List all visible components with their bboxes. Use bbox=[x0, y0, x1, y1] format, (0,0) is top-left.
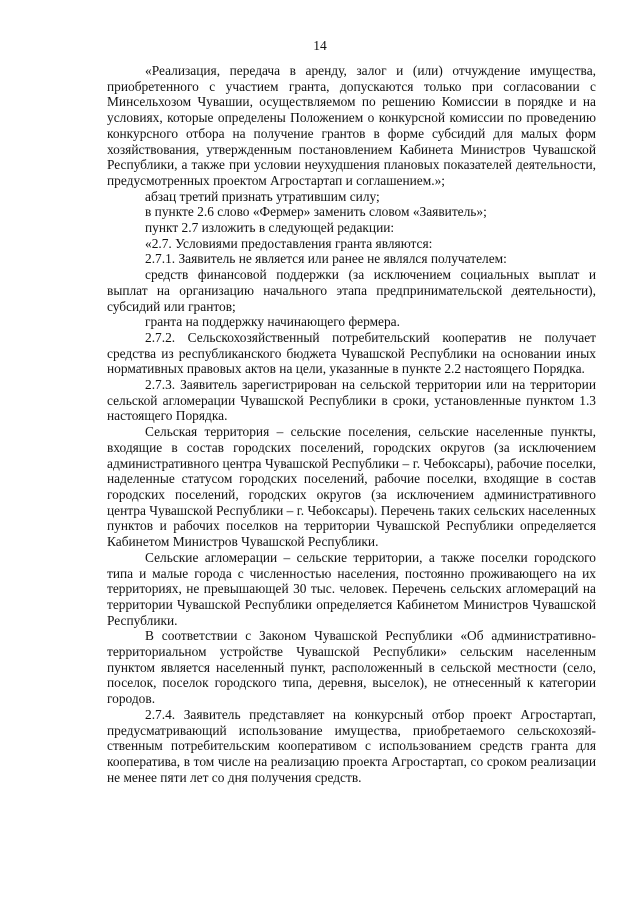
paragraph-2-7-4: 2.7.4. Заявитель представляет на конкурсный отбор проект Агростартап, предусматривающий использование имущества, приобретаемого сельскохозяйственным потребительским кооперативом с использованием средств гранта для кооператива, в том числе на реализацию проекта Агростартап, со сроком реализации не менее пяти лет со дня получения средств. bbox=[107, 706, 596, 785]
paragraph-clause-2-7-intro: пункт 2.7 изложить в следующей редакции: bbox=[145, 220, 395, 236]
paragraph-2-7-heading: «2.7. Условиями предоставления гранта являются: bbox=[145, 235, 433, 251]
paragraph-abzac-three: абзац третий признать утратившим силу; bbox=[145, 188, 380, 204]
paragraph-2-7-2: 2.7.2. Сельскохозяйственный потребительский кооператив не получает средства из республиканского бюджета Чувашской Республики на основании иных нормативных правовых актов на цели, указанные в пункте 2.2 настоящего Порядка. bbox=[107, 329, 596, 377]
paragraph-property-disposal: «Реализация, передача в аренду, залог и (или) отчуждение имущества, приобретенного с участием гранта, допускаются только при согласовании с Минсельхозом Чувашии, осуществляемом по решению Комиссии в порядке и на условиях, которые определены Положением о конкурсной комиссии по проведению конкурсного отбора на получение грантов в форме субсидий для малых форм хозяйствования, утвержденным постановлением Кабинета Министров Чувашской Республики, а также при условии неухудшения плановых показателей деятельности, предусмотренных проектом Агростартап и соглашением.»; bbox=[107, 63, 596, 188]
paragraph-2-7-3: 2.7.3. Заявитель зарегистрирован на сельской территории или на территории сельской агломерации Чувашской Республики в сроки, установленные пунктом 1.3 настоящего Порядка. bbox=[107, 377, 596, 424]
page-number: 14 bbox=[313, 38, 327, 53]
document-body bbox=[107, 63, 596, 785]
paragraph-rural-agglomerations: Сельские агломерации – сельские территории, а также поселки городского типа и малые города с численностью населения, постоянно проживающего на их территориях, не превышающей 30 тыс. человек. Перечень сельских агломераций на территории Чувашской Республики определяется Кабинетом Министров Чувашской Республики. bbox=[107, 549, 596, 628]
paragraph-clause-2-6: в пункте 2.6 слово «Фермер» заменить словом «Заявитель»; bbox=[145, 204, 487, 220]
paragraph-rural-territory: Сельская территория – сельские поселения, сельские населенные пункты, входящие в состав городских поселений, городских округов (за исключением административного центра Чувашской Республики – г. Чебоксары), рабочие поселки, наделенные статусом городских поселений, рабочие поселки, входящие в состав городских поселений, городских округов (за исключением административного центра Чувашской Республики – г. Чебоксары). Перечень таких сельских населенных пунктов и рабочих поселков на территории Чувашской Республики определяется Кабинетом Министров Чувашской Республики. bbox=[107, 424, 596, 550]
paragraph-law-reference: В соответствии с Законом Чувашской Республики «Об административно-территориальном устройстве Чувашской Республики» сельским населенным пунктом является населенный пункт, расположенный в сельской местности (село, поселок, поселок городского типа, деревня, выселок), не отнесенный к категории городов. bbox=[107, 628, 596, 707]
paragraph-farmer-grant: гранта на поддержку начинающего фермера. bbox=[145, 314, 400, 330]
paragraph-2-7-1: 2.7.1. Заявитель не является или ранее не являлся получателем: bbox=[145, 251, 507, 267]
paragraph-financial-support: средств финансовой поддержки (за исключением социальных выплат и выплат на организацию начального этапа предпринимательской деятельности), субсидий или грантов; bbox=[107, 267, 596, 314]
